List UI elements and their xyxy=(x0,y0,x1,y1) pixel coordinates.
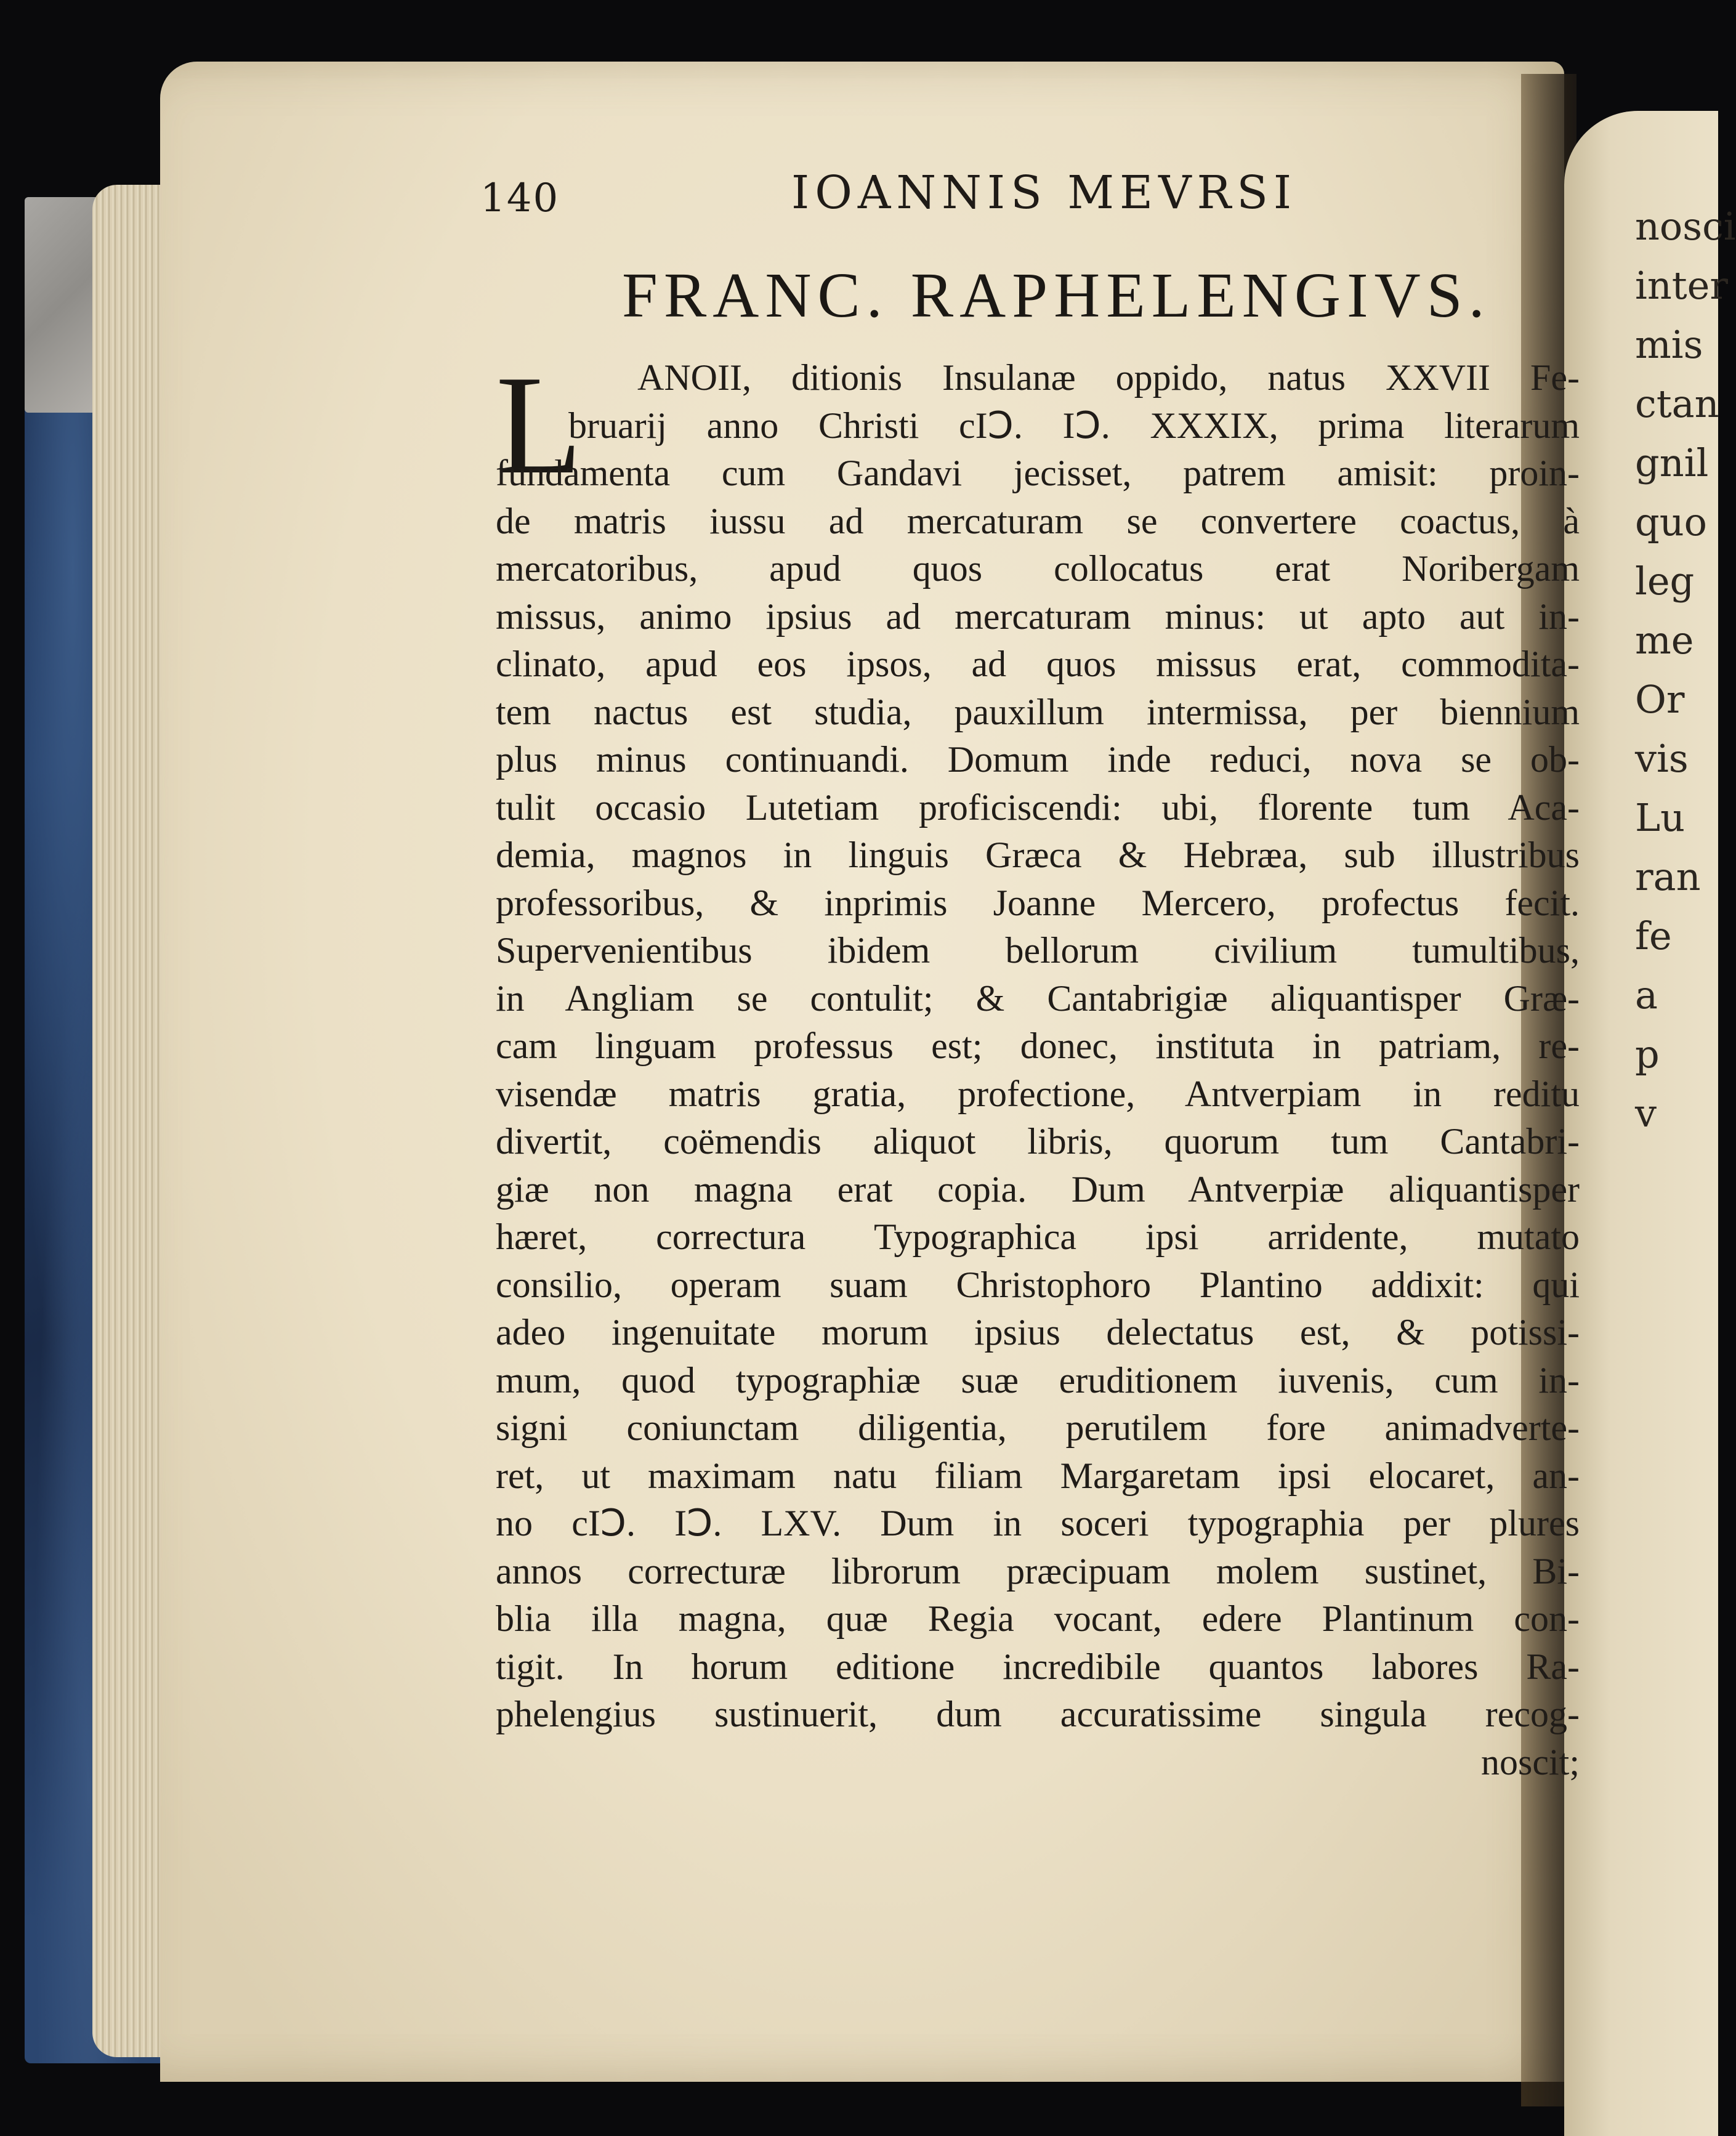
body-text xyxy=(496,346,1580,1786)
facing-line: p xyxy=(1635,1032,1660,1077)
text-line: tigit. In horum editione incredibile quantos labores Ra- xyxy=(496,1646,1580,1687)
facing-line: gnil xyxy=(1635,440,1709,485)
facing-line: Or xyxy=(1635,677,1685,722)
text-line: mercatoribus, apud quos collocatus erat Noribergam xyxy=(496,548,1580,589)
text-line: visendæ matris gratia, profectione, Antverpiam in reditu xyxy=(496,1073,1580,1114)
text-line: consilio, operam suam Christophoro Plantino addixit: qui xyxy=(496,1264,1580,1305)
text-line: fundamenta cum Gandavi jecisset, patrem amisit: proin- xyxy=(496,453,1580,493)
text-line: ret, ut maximam natu filiam Margaretam ipsi elocaret, an- xyxy=(496,1455,1580,1496)
text-line: de matris iussu ad mercaturam se convertere coactus, à xyxy=(496,500,1580,541)
text-line: mum, quod typographiæ suæ eruditionem iuvenis, cum in- xyxy=(496,1359,1580,1401)
facing-line: me xyxy=(1635,618,1694,663)
text-line: ANOII, ditionis Insulanæ oppido, natus XXVII Fe- xyxy=(637,357,1580,398)
facing-line: vis xyxy=(1635,736,1689,781)
text-line: missus, animo ipsius ad mercaturam minus: ut apto aut in- xyxy=(496,596,1580,637)
catchword-line: noscit; xyxy=(1481,1741,1580,1782)
facing-line: ran xyxy=(1635,854,1701,899)
page-number: 140 xyxy=(480,176,560,221)
cover-paper-corner xyxy=(25,197,99,413)
facing-line: nosci xyxy=(1635,204,1736,249)
text-line: giæ non magna erat copia. Dum Antverpiæ aliquantisper xyxy=(496,1168,1580,1210)
text-line: tulit occasio Lutetiam proficiscendi: ubi, florente tum Aca- xyxy=(496,787,1580,828)
chapter-title: FRANC. RAPHELENGIVS. xyxy=(622,260,1491,331)
text-line: no cIↃ. IↃ. LXV. Dum in soceri typographia per plures xyxy=(496,1503,1580,1543)
text-line: demia, magnos in linguis Græca & Hebræa, sub illustribus xyxy=(496,835,1580,875)
text-line: tem nactus est studia, pauxillum intermissa, per biennium xyxy=(496,691,1580,732)
text-line: phelengius sustinuerit, dum accuratissime singula recog- xyxy=(496,1694,1580,1734)
text-line: adeo ingenuitate morum ipsius delectatus est, & potissi- xyxy=(496,1312,1580,1353)
text-line: divertit, coëmendis aliquot libris, quorum tum Cantabri- xyxy=(496,1121,1580,1162)
text-line: plus minus continuandi. Domum inde reduci, nova se ob- xyxy=(496,739,1580,780)
text-line: annos correcturæ librorum præcipuam molem sustinet, Bi- xyxy=(496,1550,1580,1592)
facing-line: leg xyxy=(1635,559,1695,604)
facing-line: inter xyxy=(1635,263,1729,308)
running-title: IOANNIS MEVRSI xyxy=(791,166,1298,219)
text-line: professoribus, & inprimis Joanne Mercero, profectus fecit. xyxy=(496,882,1580,923)
running-head xyxy=(480,145,1298,221)
text-line: clinato, apud eos ipsos, ad quos missus erat, commodita- xyxy=(496,644,1580,684)
text-line: Supervenientibus ibidem bellorum civilium tumultibus, xyxy=(496,930,1580,971)
text-line: cam linguam professus est; donec, instituta in patriam, re- xyxy=(496,1026,1580,1066)
drop-cap: L xyxy=(496,346,583,503)
facing-line: mis xyxy=(1635,322,1703,367)
text-line: hæret, correctura Typographica ipsi arridente, mutato xyxy=(496,1216,1580,1257)
facing-line: quo xyxy=(1635,500,1707,544)
facing-line: Lu xyxy=(1635,795,1686,840)
facing-line: fe xyxy=(1635,913,1672,958)
text-line: signi coniunctam diligentia, perutilem fore animadverte- xyxy=(496,1407,1580,1448)
facing-line: ctan xyxy=(1635,381,1719,426)
text-line: in Angliam se contulit; & Cantabrigiæ aliquantisper Græ- xyxy=(496,977,1580,1019)
facing-line: v xyxy=(1635,1091,1657,1136)
text-line: blia illa magna, quæ Regia vocant, edere Plantinum con- xyxy=(496,1598,1580,1639)
text-line: bruarij anno Christi cIↃ. IↃ. XXXIX, prima literarum xyxy=(568,405,1580,446)
facing-line: a xyxy=(1635,973,1658,1017)
facing-page-text xyxy=(1635,197,1736,2045)
